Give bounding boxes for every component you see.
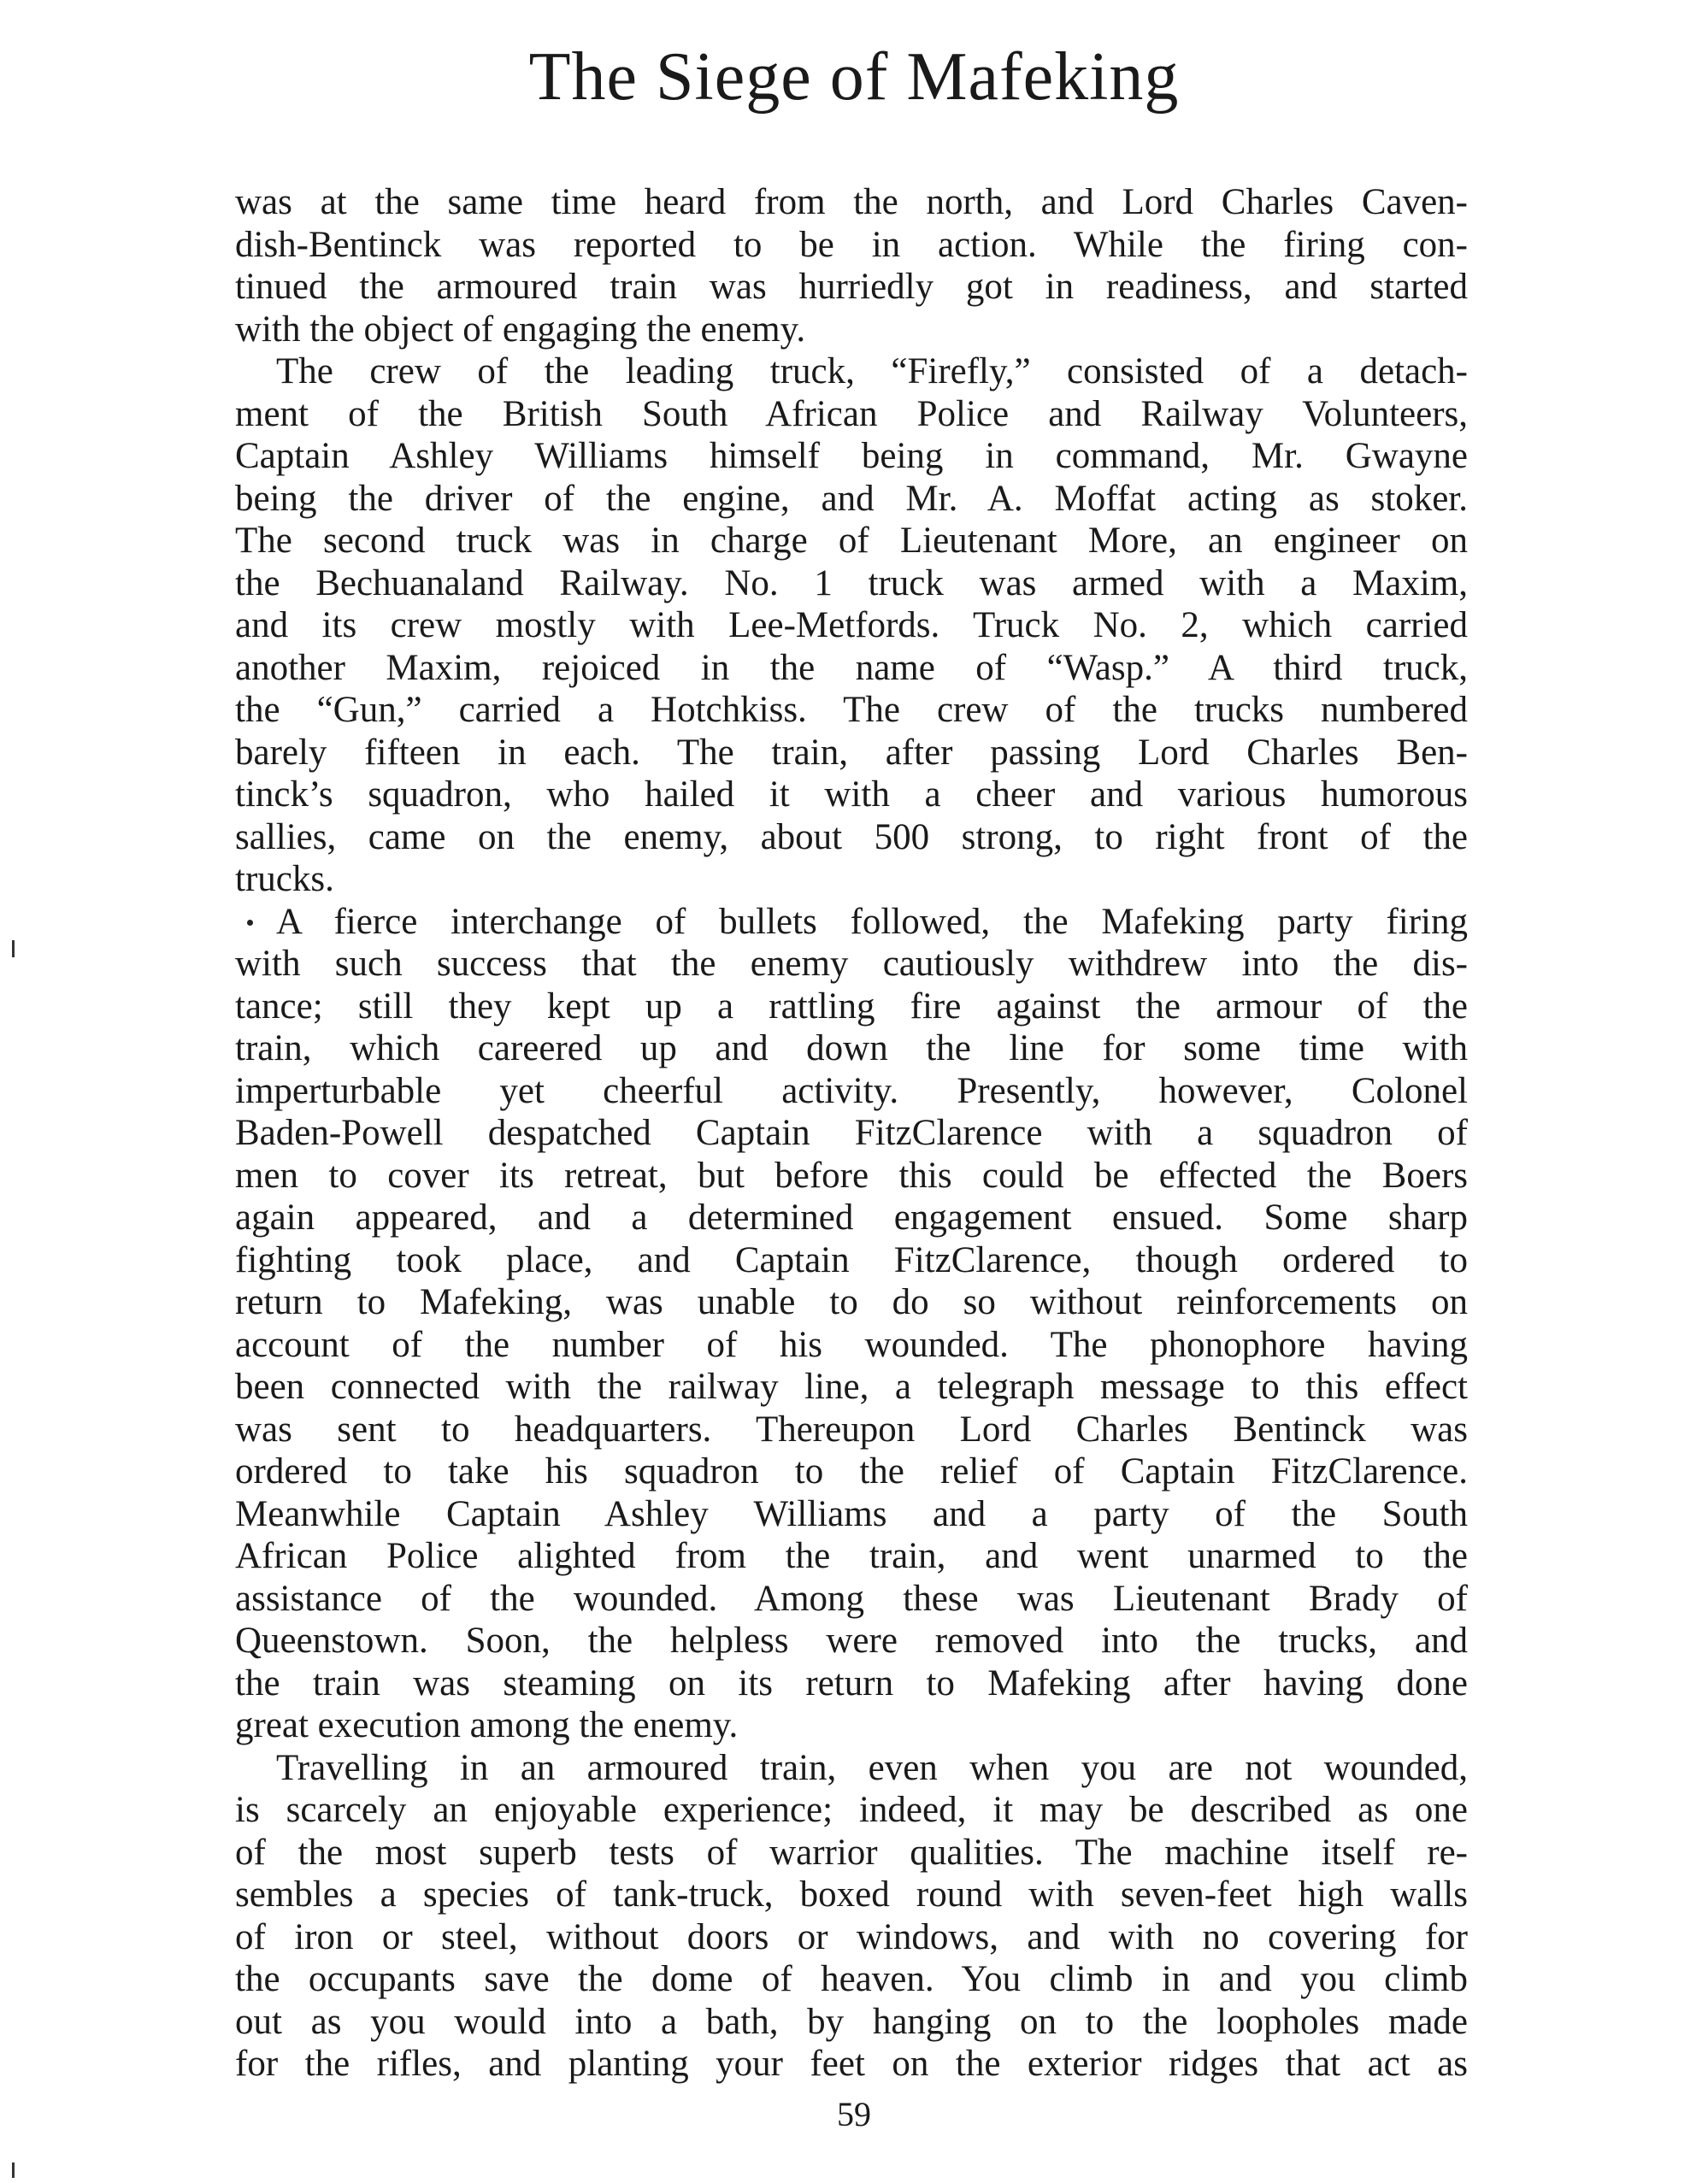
text-line: with such success that the enemy cautiously withdrew into the dis-	[235, 944, 1468, 984]
text-line: great execution among the enemy.	[235, 1705, 739, 1745]
text-line: another Maxim, rejoiced in the name of “Wasp.” A third truck,	[235, 647, 1468, 688]
text-line: again appeared, and a determined engagement ensued. Some sharp	[235, 1197, 1468, 1238]
paragraph	[235, 901, 1468, 1747]
text-line: sembles a species of tank-truck, boxed round with seven-feet high walls	[235, 1874, 1468, 1915]
text-line: account of the number of his wounded. The phonophore having	[235, 1324, 1468, 1365]
text-line: and its crew mostly with Lee-Metfords. Truck No. 2, which carried	[235, 605, 1468, 645]
text-line: tinued the armoured train was hurriedly got in readiness, and started	[235, 267, 1468, 307]
text-line: barely fifteen in each. The train, after passing Lord Charles Ben-	[235, 732, 1468, 773]
text-line: The crew of the leading truck, “Firefly,” consisted of a detach-	[276, 351, 1468, 391]
text-line: out as you would into a bath, by hanging on to the loopholes made	[235, 2001, 1468, 2042]
paragraph	[235, 181, 1468, 350]
page-number: 59	[837, 2095, 871, 2133]
text-line: imperturbable yet cheerful activity. Presently, however, Colonel	[235, 1070, 1468, 1111]
text-line: Queenstown. Soon, the helpless were removed into the trucks, and	[235, 1621, 1468, 1661]
bullet-mark	[247, 920, 253, 926]
text-line: A fierce interchange of bullets followed, the Mafeking party firing	[276, 901, 1468, 942]
text-line: African Police alighted from the train, and went unarmed to the	[235, 1536, 1468, 1576]
text-line: assistance of the wounded. Among these was Lieutenant Brady of	[235, 1578, 1468, 1619]
text-line: Captain Ashley Williams himself being in command, Mr. Gwayne	[235, 436, 1468, 476]
text-line: was at the same time heard from the north, and Lord Charles Caven-	[235, 182, 1468, 222]
text-line: men to cover its retreat, but before this could be effected the Boers	[235, 1155, 1468, 1196]
text-line: tinck’s squadron, who hailed it with a cheer and various humorous	[235, 774, 1468, 815]
text-line: been connected with the railway line, a telegraph message to this effect	[235, 1367, 1468, 1407]
text-line: was sent to headquarters. Thereupon Lord Charles Bentinck was	[235, 1409, 1468, 1450]
text-line: of iron or steel, without doors or windows, and with no covering for	[235, 1916, 1468, 1957]
text-line: trucks.	[235, 859, 334, 899]
text-line: the occupants save the dome of heaven. You climb in and you climb	[235, 1959, 1468, 1999]
text-line: Meanwhile Captain Ashley Williams and a party of the South	[235, 1493, 1468, 1534]
text-line: of the most superb tests of warrior qualities. The machine itself re-	[235, 1832, 1468, 1873]
text-line: being the driver of the engine, and Mr. A. Moffat acting as stoker.	[235, 478, 1468, 519]
text-line: the “Gun,” carried a Hotchkiss. The crew of the trucks numbered	[235, 690, 1468, 730]
text-line: Travelling in an armoured train, even when you are not wounded,	[276, 1747, 1468, 1788]
text-line: is scarcely an enjoyable experience; indeed, it may be described as one	[235, 1790, 1468, 1830]
text-line: sallies, came on the enemy, about 500 strong, to right front of the	[235, 816, 1468, 857]
body-text	[235, 181, 1468, 2086]
scan-edge-mark	[12, 940, 15, 957]
text-line: the Bechuanaland Railway. No. 1 truck was armed with a Maxim,	[235, 562, 1468, 603]
text-line: Baden-Powell despatched Captain FitzClarence with a squadron of	[235, 1113, 1468, 1153]
text-line: The second truck was in charge of Lieutenant More, an engineer on	[235, 521, 1468, 561]
scan-edge-mark	[12, 2162, 15, 2178]
text-line: ordered to take his squadron to the relief of Captain FitzClarence.	[235, 1451, 1468, 1492]
text-line: ment of the British South African Police and Railway Volunteers,	[235, 393, 1468, 434]
text-line: dish-Bentinck was reported to be in action. While the firing con-	[235, 224, 1468, 265]
text-line: return to Mafeking, was unable to do so without reinforcements on	[235, 1282, 1468, 1322]
text-line: fighting took place, and Captain FitzClarence, though ordered to	[235, 1239, 1468, 1280]
text-line: tance; still they kept up a rattling fire against the armour of the	[235, 986, 1468, 1027]
text-line: train, which careered up and down the line for some time with	[235, 1028, 1468, 1068]
text-line: the train was steaming on its return to Mafeking after having done	[235, 1662, 1468, 1703]
text-line: with the object of engaging the enemy.	[235, 309, 806, 350]
paragraph	[235, 1747, 1468, 2086]
page-title: The Siege of Mafeking	[528, 39, 1180, 115]
text-line: for the rifles, and planting your feet on the exterior ridges that act as	[235, 2044, 1468, 2084]
paragraph	[235, 350, 1468, 901]
